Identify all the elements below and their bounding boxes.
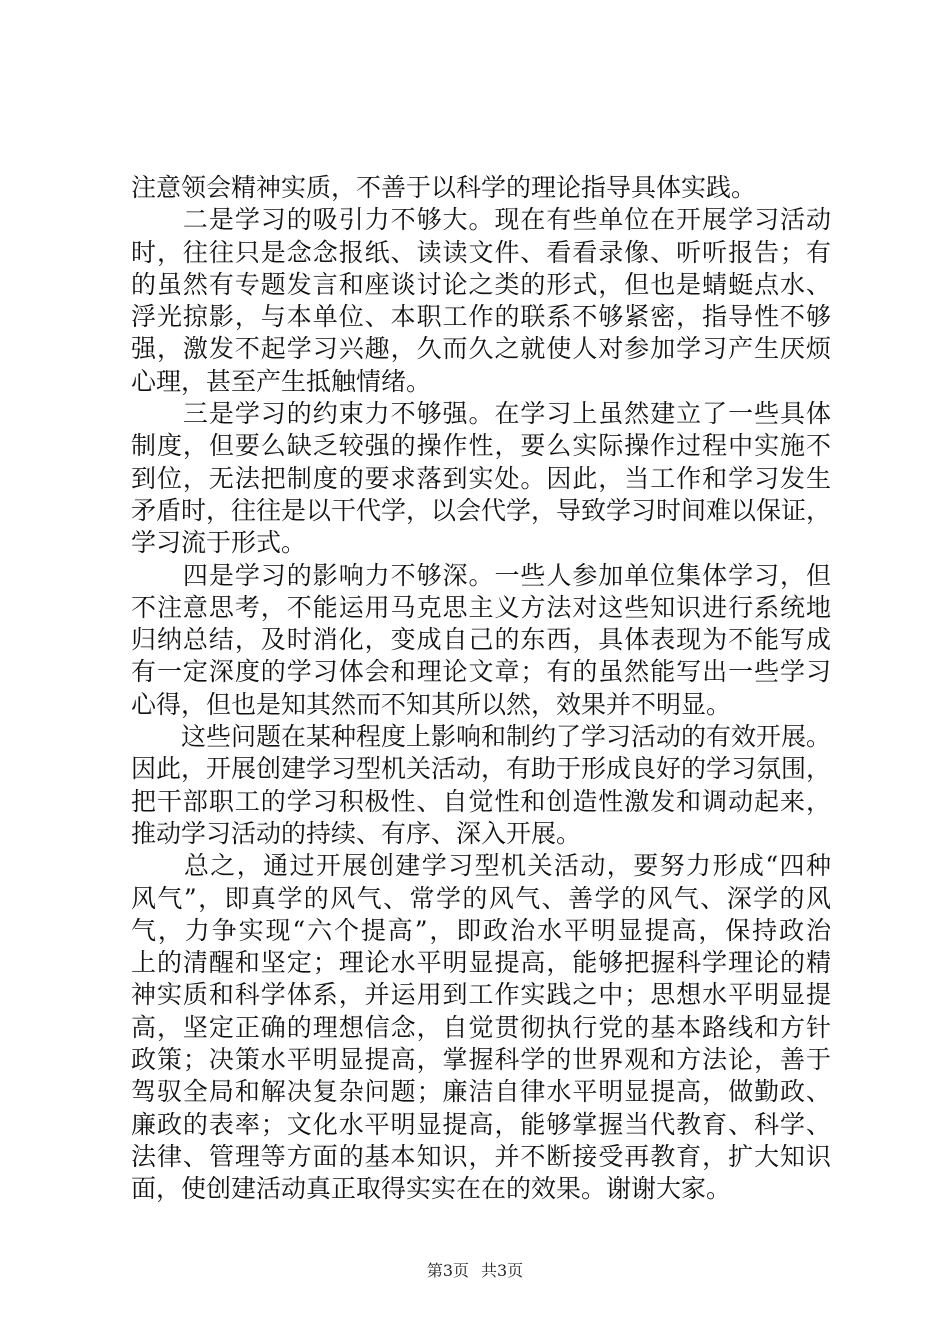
- text-line: 廉政的表率；文化水平明显提高，能够掌握当代教育、科学、: [131, 1109, 831, 1139]
- text-line: 把干部职工的学习积极性、自觉性和创造性激发和调动起来，: [131, 786, 831, 816]
- text-line: 法律、管理等方面的基本知识，并不断接受再教育，扩大知识: [131, 1141, 831, 1171]
- text-line: 矛盾时，往往是以干代学，以会代学，导致学习时间难以保证，: [131, 495, 832, 525]
- text-line: 四是学习的影响力不够深。一些人参加单位集体学习，但: [131, 560, 831, 590]
- text-line: 归纳总结，及时消化，变成自己的东西，具体表现为不能写成: [131, 625, 831, 655]
- text-line: 这些问题在某种程度上影响和制约了学习活动的有效开展。: [131, 722, 832, 752]
- text-line: 学习流于形式。: [131, 528, 307, 558]
- page-number-total: 共3页: [481, 1261, 524, 1280]
- text-line: 有一定深度的学习体会和理论文章；有的虽然能写出一些学习: [131, 657, 831, 687]
- document-body: [131, 172, 831, 1206]
- text-line: 因此，开展创建学习型机关活动，有助于形成良好的学习氛围，: [131, 754, 832, 784]
- text-line: 二是学习的吸引力不够大。现在有些单位在开展学习活动: [131, 205, 831, 235]
- text-line: 时，往往只是念念报纸、读读文件、看看录像、听听报告；有: [131, 237, 831, 267]
- text-line: 推动学习活动的持续、有序、深入开展。: [131, 818, 582, 848]
- text-line: 三是学习的约束力不够强。在学习上虽然建立了一些具体: [131, 399, 831, 429]
- text-line: 心得，但也是知其然而不知其所以然，效果并不明显。: [131, 689, 732, 719]
- text-line: 上的清醒和坚定；理论水平明显提高，能够把握科学理论的精: [131, 948, 831, 978]
- text-line: 到位，无法把制度的要求落到实处。因此，当工作和学习发生: [131, 463, 831, 493]
- text-line: 浮光掠影，与本单位、本职工作的联系不够紧密，指导性不够: [131, 302, 831, 332]
- page-footer: [0, 1258, 950, 1281]
- text-line: 注意领会精神实质，不善于以科学的理论指导具体实践。: [131, 173, 757, 202]
- text-line: 高，坚定正确的理想信念，自觉贯彻执行党的基本路线和方针: [131, 1012, 831, 1042]
- text-line: 制度，但要么缺乏较强的操作性，要么实际操作过程中实施不: [131, 431, 831, 461]
- text-line: 面，使创建活动真正取得实实在在的效果。谢谢大家。: [131, 1174, 732, 1204]
- text-line: 气，力争实现“六个提高”，即政治水平明显提高，保持政治: [131, 915, 831, 945]
- text-line: 神实质和科学体系，并运用到工作实践之中；思想水平明显提: [131, 980, 831, 1010]
- text-line: 强，激发不起学习兴趣，久而久之就使人对参加学习产生厌烦: [131, 334, 831, 364]
- text-line: 风气”，即真学的风气、常学的风气、善学的风气、深学的风: [131, 883, 831, 913]
- text-line: 驾驭全局和解决复杂问题；廉洁自律水平明显提高，做勤政、: [131, 1077, 831, 1107]
- text-line: 心理，甚至产生抵触情绪。: [131, 366, 432, 396]
- text-line: 的虽然有专题发言和座谈讨论之类的形式，但也是蜻蜓点水、: [131, 269, 831, 299]
- text-line: 不注意思考，不能运用马克思主义方法对这些知识进行系统地: [131, 592, 831, 622]
- text-line: 总之，通过开展创建学习型机关活动，要努力形成“四种: [131, 851, 831, 881]
- page-number-current: 第3页: [426, 1261, 469, 1280]
- text-line: 政策；决策水平明显提高，掌握科学的世界观和方法论，善于: [131, 1045, 831, 1075]
